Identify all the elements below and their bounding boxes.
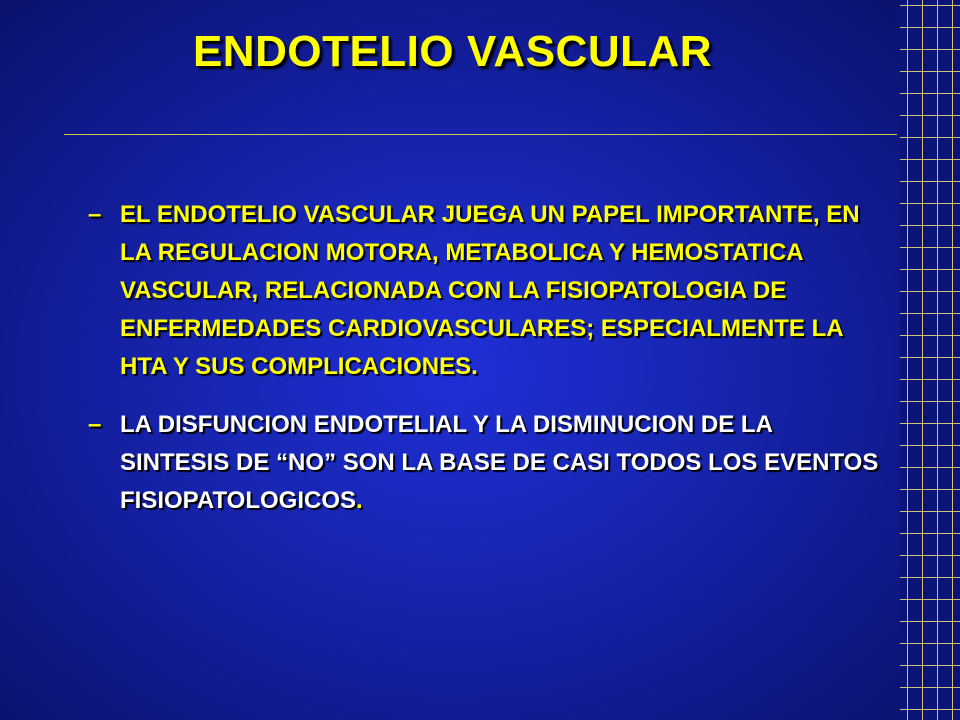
bullet-list — [88, 196, 888, 540]
slide-title: ENDOTELIO VASCULAR — [192, 27, 713, 76]
decorative-grid-strip — [900, 0, 960, 720]
bullet-item-1 — [88, 196, 888, 386]
bullet-text-2: LA DISFUNCION ENDOTELIAL Y LA DISMINUCION DE LA SINTESIS DE “NO” SON LA BASE DE CASI TODOS LOS EVENTOS FISIOPATOLOGICOS — [120, 411, 879, 514]
title-divider — [64, 134, 897, 135]
dash-bullet-icon: – — [88, 411, 102, 438]
bullet-item-2 — [88, 406, 888, 520]
bullet-end-period: . — [356, 487, 363, 514]
bullet-text-1: EL ENDOTELIO VASCULAR JUEGA UN PAPEL IMPORTANTE, EN LA REGULACION MOTORA, METABOLICA Y HEMOSTATICA VASCULAR, RELACIONADA CON LA FISIOPATOLOGIA DE ENFERMEDADES CARDIOVASCULARES; ESPECIALMENTE LA HTA Y SUS COMPLICACIONES. — [120, 201, 860, 380]
dash-bullet-icon: – — [88, 201, 102, 228]
